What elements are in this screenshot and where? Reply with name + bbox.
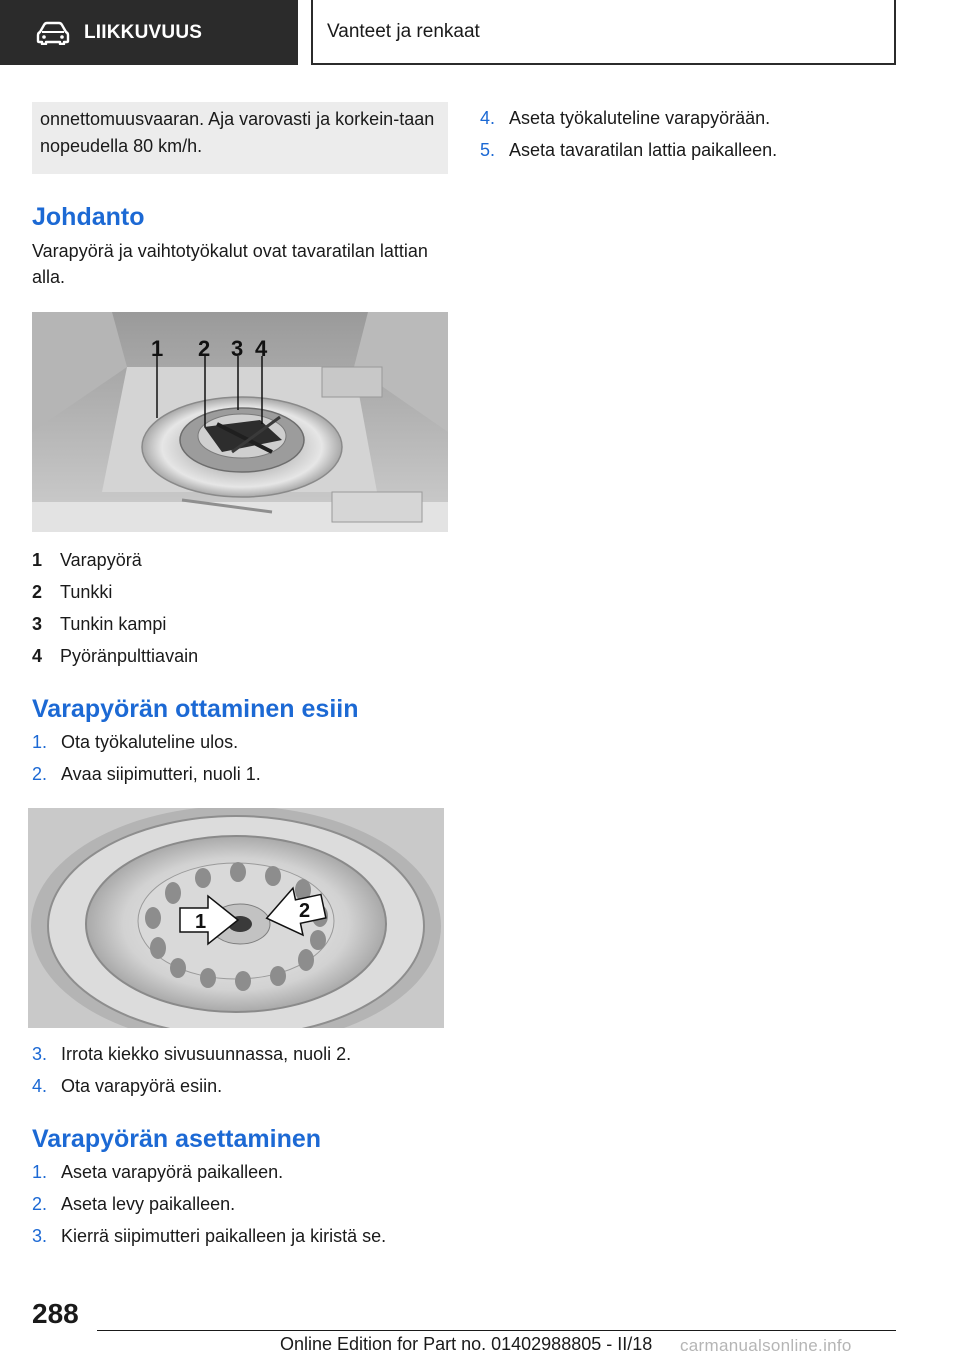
step-text: Ota varapyörä esiin. [61, 1076, 223, 1096]
wing-nut-figure [28, 808, 444, 1028]
callout-4: 4 [255, 336, 268, 361]
legend-item [32, 608, 448, 640]
footer-divider [97, 1330, 896, 1331]
step-text: Aseta työkaluteline varapyörään. [509, 108, 771, 128]
step-number: 2. [32, 1194, 48, 1214]
step-item [32, 1038, 448, 1070]
legend-number: 3 [32, 614, 43, 634]
warning-continuation: onnettomuusvaaran. Aja varovasti ja korkein‐taan nopeudella 80 km/h. [32, 102, 448, 174]
watermark: carmanualsonline.info [680, 1336, 852, 1355]
legend-item [32, 544, 448, 576]
step-number: 3. [32, 1044, 48, 1064]
legend-label: Pyöränpulttiavain [60, 646, 199, 666]
legend-item [32, 576, 448, 608]
legend-number: 2 [32, 582, 43, 602]
legend-label: Tunkin kampi [60, 614, 167, 634]
step-text: Aseta levy paikalleen. [61, 1194, 236, 1214]
step-text: Ota työkaluteline ulos. [61, 732, 239, 752]
intro-heading: Johdanto [32, 203, 145, 231]
install-heading: Varapyörän asettaminen [32, 1125, 322, 1153]
chapter-title: Vanteet ja renkaat [327, 20, 480, 42]
step-number: 1. [32, 1162, 48, 1182]
step-text: Aseta tavaratilan lattia paikalleen. [509, 140, 778, 160]
step-item [480, 134, 896, 166]
step-item [32, 1188, 448, 1220]
step-item [32, 1220, 448, 1252]
edition-text: Online Edition for Part no. 01402988805 - II/18 [280, 1334, 653, 1354]
callout-1: 1 [151, 336, 164, 361]
legend-label: Varapyörä [60, 550, 142, 570]
step-text: Aseta varapyörä paikalleen. [61, 1162, 284, 1182]
step-number: 1. [32, 732, 48, 752]
legend-number: 1 [32, 550, 43, 570]
step-number: 3. [32, 1226, 48, 1246]
legend-label: Tunkki [60, 582, 113, 602]
figure-legend [32, 544, 448, 672]
removal-steps [32, 726, 448, 790]
step-item [32, 1156, 448, 1188]
step-number: 4. [32, 1076, 48, 1096]
intro-text: Varapyörä ja vaihtotyökalut ovat tavaratilan lattian alla. [32, 241, 428, 287]
callout-3: 3 [231, 336, 244, 361]
step-number: 5. [480, 140, 496, 160]
spare-wheel-trunk-figure [32, 312, 448, 532]
step-text: Avaa siipimutteri, nuoli 1. [61, 764, 261, 784]
removal-steps-continued [32, 1038, 448, 1102]
legend-item [32, 640, 448, 672]
step-number: 4. [480, 108, 496, 128]
step-item [480, 102, 896, 134]
step-number: 2. [32, 764, 48, 784]
step-item [32, 1070, 448, 1102]
step-item [32, 726, 448, 758]
car-icon [36, 21, 70, 45]
arrow-label-2: 2 [299, 900, 311, 922]
section-title: LIIKKUVUUS [84, 21, 203, 43]
section-header [0, 0, 298, 65]
arrow-label-1: 1 [195, 911, 207, 933]
step-text: Irrota kiekko sivusuunnassa, nuoli 2. [61, 1044, 352, 1064]
step-item [32, 758, 448, 790]
step-text: Kierrä siipimutteri paikalleen ja kiristä se. [61, 1226, 387, 1246]
install-steps [32, 1156, 448, 1252]
left-column [32, 102, 448, 1252]
chapter-header [311, 0, 896, 65]
legend-number: 4 [32, 646, 43, 666]
callout-2: 2 [198, 336, 211, 361]
install-steps-continued [480, 102, 896, 166]
removal-heading: Varapyörän ottaminen esiin [32, 695, 359, 723]
right-column [480, 102, 896, 166]
page-number: 288 [32, 1298, 79, 1329]
